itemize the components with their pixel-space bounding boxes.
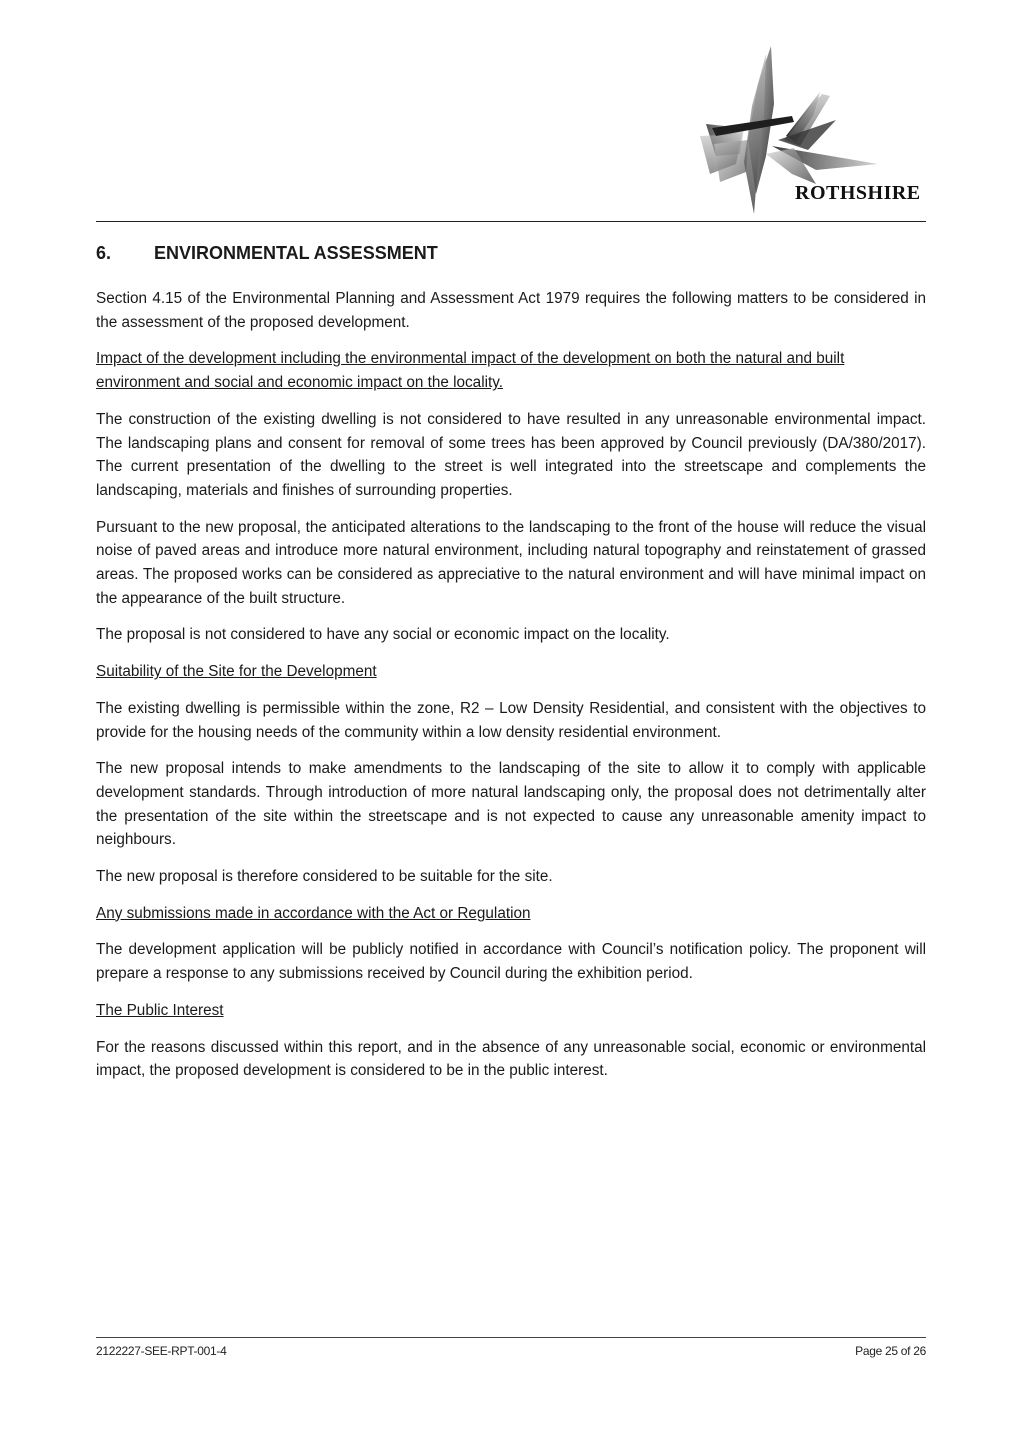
subheading-submissions: Any submissions made in accordance with the Act or Regulation [96,904,531,922]
document-body [96,240,926,1096]
paragraph-intro: Section 4.15 of the Environmental Planning and Assessment Act 1979 requires the following matters to be considered in the assessment of the proposed development. [96,290,926,331]
footer-page-number: Page 25 of 26 [855,1344,926,1358]
subheading-suitability: Suitability of the Site for the Development [96,663,377,681]
footer-divider [96,1337,926,1338]
paragraph-construction: The construction of the existing dwelling is not considered to have resulted in any unreasonable environmental impact. The landscaping plans and consent for removal of some trees has been approved by Council previously (DA/380/2017). The current presentation of the dwelling to the street is well integrated into the streetscape and complements the landscaping, materials and finishes of surrounding properties. [96,410,926,499]
subheading-impact: Impact of the development including the environmental impact of the development on both the natural and built environment and social and economic impact on the locality. [96,350,845,392]
paragraph-pursuant: Pursuant to the new proposal, the anticipated alterations to the landscaping to the front of the house will reduce the visual noise of paved areas and introduce more natural environment, including natural topography and reinstatement of grassed areas. The proposed works can be considered as appreciative to the natural environment and will have minimal impact on the appearance of the built structure. [96,518,926,607]
section-heading [96,240,926,266]
footer-doc-ref: 2122227-SEE-RPT-001-4 [96,1344,227,1358]
logo-wordmark: ROTHSHIRE [795,182,921,204]
section-title: ENVIRONMENTAL ASSESSMENT [154,243,438,263]
paragraph-social-impact: The proposal is not considered to have any social or economic impact on the locality. [96,626,670,644]
subheading-public-interest: The Public Interest [96,1001,224,1019]
paragraph-suitable: The new proposal is therefore considered to be suitable for the site. [96,868,553,886]
paragraph-conclusion: For the reasons discussed within this report, and in the absence of any unreasonable social, economic or environmental impact, the proposed development is considered to be in the public interest. [96,1038,926,1080]
paragraph-amendments: The new proposal intends to make amendments to the landscaping of the site to allow it to comply with applicable development standards. Through introduction of more natural landscaping only, the proposal does not detrimentally alter the presentation of the site within the streetscape and is not expected to cause any unreasonable amenity impact to neighbours. [96,760,926,849]
company-logo [696,44,926,220]
paragraph-zone: The existing dwelling is permissible within the zone, R2 – Low Density Residential, and consistent with the objectives to provide for the housing needs of the community within a low density residential environment. [96,699,926,741]
section-number: 6. [96,243,112,263]
paragraph-notification: The development application will be publicly notified in accordance with Council’s notification policy. The proponent will prepare a response to any submissions received by Council during the exhibition period. [96,941,926,983]
header-divider [96,221,926,222]
